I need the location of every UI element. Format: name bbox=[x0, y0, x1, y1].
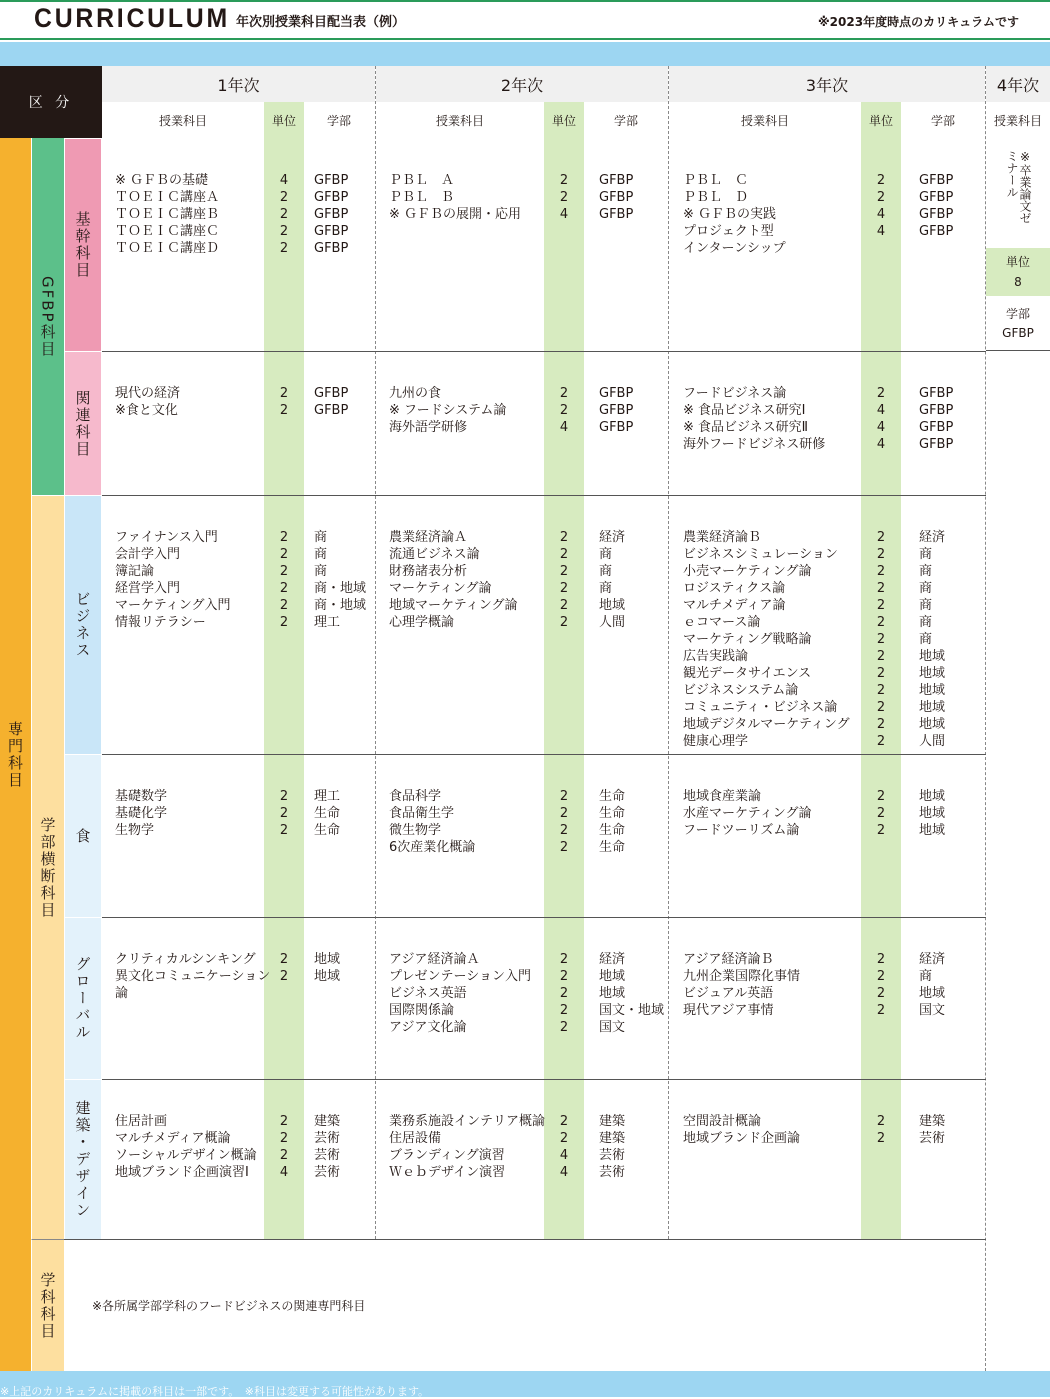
y2-subjects: 業務系施設インテリア概論 住居設備 ブランディング演習 Ｗｅｂデザイン演習 bbox=[389, 1114, 546, 1180]
y1-subjects: 住居計画 マルチメディア概論 ソーシャルデザイン概論 地域ブランド企画演習Ⅰ bbox=[115, 1114, 257, 1180]
y3-faculties: 経済 商 地域 国文 bbox=[919, 952, 946, 1018]
y1-faculties: 商 商 商 商・地域 商・地域 理工 bbox=[314, 530, 367, 630]
y3-faculties: 地域 地域 地域 bbox=[919, 789, 946, 838]
y3-subjects: フードビジネス論 ※ 食品ビジネス研究Ⅰ ※ 食品ビジネス研究Ⅱ 海外フードビジネス研修 bbox=[683, 386, 826, 452]
row-line bbox=[102, 754, 986, 755]
section-label: 建築・デザイン bbox=[65, 1079, 101, 1239]
y1-credits: 2 2 bbox=[279, 952, 289, 984]
y1-faculties: 建築 芸術 芸術 芸術 bbox=[314, 1114, 341, 1180]
section-label: グローバル bbox=[65, 917, 101, 1079]
row-line bbox=[986, 350, 1050, 351]
curriculum-logo: CURRICULUM bbox=[34, 3, 230, 33]
y3-subjects: ＰＢＬ Ｃ ＰＢＬ Ｄ ※ ＧＦＢの実践 プロジェクト型 インターンシップ bbox=[683, 173, 786, 256]
section-label: 関連科目 bbox=[65, 351, 101, 495]
y2-credits: 2 2 4 4 bbox=[559, 1114, 569, 1180]
row-line bbox=[102, 495, 986, 496]
y1-subjects: ※ ＧＦＢの基礎 ＴＯＥＩＣ講座Ａ ＴＯＥＩＣ講座Ｂ ＴＯＥＩＣ講座Ｃ ＴＯＥＩＣ講座Ｄ bbox=[115, 173, 220, 256]
y4-faculty-label: 学部 bbox=[1005, 307, 1030, 321]
y3-subjects: 農業経済論Ｂ ビジネスシミュレーション 小売マーケティング論 ロジスティクス論 マルチメディア論 ｅコマース論 マーケティング戦略論 広告実践論 観光データサイエンス ビジネスシステム論 コミュニティ・ビジネス論 地域デジタルマーケティング 健康心理学 bbox=[683, 530, 850, 749]
y1-credits: 2 2 2 bbox=[279, 789, 289, 838]
y3-faculties: GFBP GFBP GFBP GFBP bbox=[919, 386, 954, 452]
row-line bbox=[102, 1079, 986, 1080]
y1-faculty-header: 学部 bbox=[326, 113, 351, 128]
y3-subjects: 空間設計概論 地域ブランド企画論 bbox=[683, 1114, 801, 1146]
y1-subjects: クリティカルシンキング 異文化コミュニケーション 論 bbox=[115, 952, 271, 1001]
divider bbox=[375, 66, 376, 1239]
y1-credits: 2 2 2 2 2 2 bbox=[279, 530, 289, 630]
oudan-label: 学部横断科目 bbox=[31, 495, 64, 1239]
row-line bbox=[64, 1239, 986, 1240]
y2-credits: 2 2 2 2 bbox=[559, 789, 569, 855]
top-band bbox=[0, 42, 1050, 66]
year3-header: 3年次 bbox=[669, 66, 985, 102]
y2-subjects: 九州の食 ※ フードシステム論 海外語学研修 bbox=[389, 386, 507, 435]
y3-credits: 2 2 2 bbox=[876, 789, 886, 838]
y1-subjects: ファイナンス入門 会計学入門 簿記論 経営学入門 マーケティング入門 情報リテラシー bbox=[115, 530, 231, 630]
y2-credits: 2 2 4 bbox=[559, 386, 569, 435]
y1-credits: 2 2 2 4 bbox=[279, 1114, 289, 1180]
y2-subjects: アジア経済論Ａ プレゼンテーション入門 ビジネス英語 国際関係論 アジア文化論 bbox=[389, 952, 531, 1035]
y3-subjects: アジア経済論Ｂ 九州企業国際化事情 ビジュアル英語 現代アジア事情 bbox=[683, 952, 801, 1018]
y2-credits: 2 2 4 bbox=[559, 173, 569, 222]
gfbp-label: GFBP科目 bbox=[31, 138, 64, 495]
y3-subjects: 地域食産業論 水産マーケティング論 フードツーリズム論 bbox=[683, 789, 812, 838]
y1-subjects: 現代の経済 ※食と文化 bbox=[115, 386, 181, 418]
y4-faculty: GFBP bbox=[1002, 326, 1034, 340]
y3-credits: 2 2 bbox=[876, 1114, 886, 1146]
y1-credits: 2 2 bbox=[279, 386, 289, 418]
y4-subject-header: 授業科目 bbox=[993, 113, 1042, 128]
divider bbox=[668, 66, 669, 1239]
y2-faculties: 経済 地域 地域 国文・地域 国文 bbox=[599, 952, 665, 1035]
y3-credits: 2 2 2 2 2 2 2 2 2 2 2 2 2 bbox=[876, 530, 886, 749]
y4-subject: ※卒業論文ゼミナール bbox=[1005, 150, 1032, 224]
y1-faculties: GFBP GFBP GFBP GFBP GFBP bbox=[314, 173, 349, 256]
y2-credits: 2 2 2 2 2 bbox=[559, 952, 569, 1035]
row-line bbox=[102, 917, 986, 918]
y1-faculties: GFBP GFBP bbox=[314, 386, 349, 418]
row-line bbox=[102, 351, 986, 352]
y2-subjects: 農業経済論Ａ 流通ビジネス論 財務諸表分析 マーケティング論 地域マーケティング論 心理学概論 bbox=[389, 530, 518, 630]
y3-faculties: GFBP GFBP GFBP GFBP bbox=[919, 173, 954, 239]
y2-subjects: ＰＢＬ Ａ ＰＢＬ Ｂ ※ ＧＦＢの展開・応用 bbox=[389, 173, 522, 222]
y2-subject-header: 授業科目 bbox=[435, 113, 484, 128]
y3-credits: 2 4 4 4 bbox=[876, 386, 886, 452]
year-note: ※2023年度時点のカリキュラムです bbox=[818, 15, 1019, 29]
section-label: ビジネス bbox=[65, 495, 101, 754]
credit-column-y2 bbox=[544, 102, 584, 1239]
section-label: 食 bbox=[65, 754, 101, 917]
y2-faculties: 建築 建築 芸術 芸術 bbox=[599, 1114, 626, 1180]
section-label: 基幹科目 bbox=[65, 138, 101, 351]
kubun-header: 区 分 bbox=[0, 66, 102, 138]
y2-faculties: 経済 商 商 商 地域 人間 bbox=[599, 530, 626, 630]
y3-faculty-header: 学部 bbox=[930, 113, 955, 128]
y1-subject-header: 授業科目 bbox=[158, 113, 207, 128]
y2-credits: 2 2 2 2 2 2 bbox=[559, 530, 569, 630]
y4-credit-label: 単位 bbox=[1005, 255, 1030, 269]
y4-credit: 8 bbox=[1014, 275, 1022, 289]
footer-note: ※上記のカリキュラムに掲載の科目は一部です。 ※科目は変更する可能性があります。 bbox=[0, 1385, 430, 1398]
y2-faculties: GFBP GFBP GFBP bbox=[599, 386, 634, 435]
senmon-label: 専門科目 bbox=[0, 138, 31, 1371]
year4-header: 4年次 bbox=[986, 66, 1050, 102]
y3-credits: 2 2 4 4 bbox=[876, 173, 886, 239]
y3-faculties: 建築 芸術 bbox=[919, 1114, 946, 1146]
y2-faculties: GFBP GFBP GFBP bbox=[599, 173, 634, 222]
y1-faculties: 地域 地域 bbox=[314, 952, 341, 984]
y1-credit-header: 単位 bbox=[271, 113, 296, 128]
y3-faculties: 経済 商 商 商 商 商 商 地域 地域 地域 地域 地域 人間 bbox=[919, 530, 946, 749]
y3-credit-header: 単位 bbox=[868, 113, 893, 128]
year2-header: 2年次 bbox=[376, 66, 668, 102]
y1-subjects: 基礎数学 基礎化学 生物学 bbox=[115, 789, 168, 838]
y2-faculties: 生命 生命 生命 生命 bbox=[599, 789, 626, 855]
y2-credit-header: 単位 bbox=[551, 113, 576, 128]
gakka-label: 学科科目 bbox=[31, 1239, 64, 1371]
y1-faculties: 理工 生命 生命 bbox=[314, 789, 341, 838]
y3-subject-header: 授業科目 bbox=[740, 113, 789, 128]
gakka-note: ※各所属学部学科のフードビジネスの関連専門科目 bbox=[92, 1299, 366, 1313]
page-subtitle: 年次別授業科目配当表（例） bbox=[236, 15, 406, 30]
y3-credits: 2 2 2 2 bbox=[876, 952, 886, 1018]
year1-header: 1年次 bbox=[102, 66, 375, 102]
y1-credits: 4 2 2 2 2 bbox=[279, 173, 289, 256]
credit-column-y1 bbox=[264, 102, 304, 1239]
y2-faculty-header: 学部 bbox=[613, 113, 638, 128]
y2-subjects: 食品科学 食品衛生学 微生物学 6次産業化概論 bbox=[389, 789, 476, 855]
